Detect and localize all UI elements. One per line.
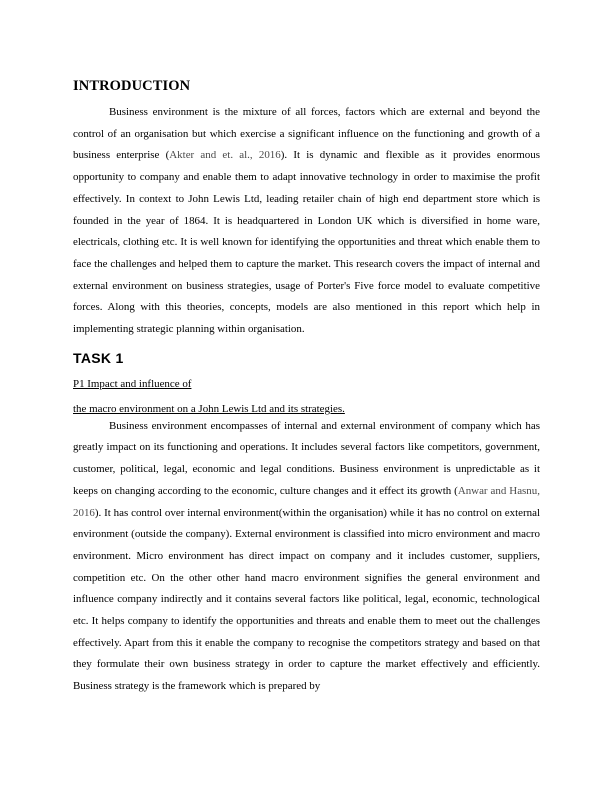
task1-heading: TASK 1 xyxy=(73,349,124,366)
task1-text-end: ). It has control over internal environment(within the organisation) while it has no control on external environment (outside the company). External environment is classified into micro environment and macro environment. Micro environment has direct impact on company and it includes customer, suppliers, competition etc. On the other other hand macro environment signifies the general environment and influence company indirectly and it contains several factors like political, legal, economic, technological etc. It helps company to identify the opportunities and threats and enable them to meet out the challenges effectively. Apart from this it enable the company to recognise the competitors strategy and based on that they formulate their own business strategy in order to capture the market effectively and efficiently. Business strategy is the framework which is prepared by xyxy=(73,506,540,693)
introduction-heading: INTRODUCTION xyxy=(73,78,191,94)
introduction-text-start: Business environment is the mixture of all forces, factors which are external and beyond the control of an organisation but which exercise a significant influence on the functioning and growth of a business enterprise ( xyxy=(73,106,540,162)
task1-citation: Anwar and Hasnu, 2016 xyxy=(73,484,540,519)
introduction-citation: Akter and et. al., 2016 xyxy=(169,149,281,162)
task1-subheading-line2: the macro environment on a John Lewis Ltd and its strategies. xyxy=(73,402,345,415)
task1-subheading-line1: P1 Impact and influence of xyxy=(73,377,192,390)
introduction-paragraph xyxy=(73,102,540,341)
introduction-text-end: ). It is dynamic and flexible as it provides enormous opportunity to company and enable them to adapt innovative technology in order to maximise the profit effectively. In context to John Lewis Ltd, leading retailer chain of high end department store which is founded in the year of 1864. It is headquartered in London UK which is diversified in home ware, electricals, clothing etc. It is well known for identifying the opportunities and threat which enable them to face the challenges and helped them to capture the market. This research covers the impact of internal and external environment on business strategies, usage of Porter's Five force model to evaluate competitive forces. Along with this theories, concepts, models are also mentioned in this report which help in implementing strategic planning within organisation. xyxy=(73,149,540,336)
task1-text-start: Business environment encompasses of internal and external environment of company which has greatly impact on its functioning and operations. It includes several factors like competitors, government, customer, political, legal, economic and legal conditions. Business environment is unpredictable as it keeps on changing according to the economic, culture changes and it effect its growth ( xyxy=(73,419,540,497)
page-content xyxy=(73,77,540,698)
task1-paragraph xyxy=(73,416,540,698)
